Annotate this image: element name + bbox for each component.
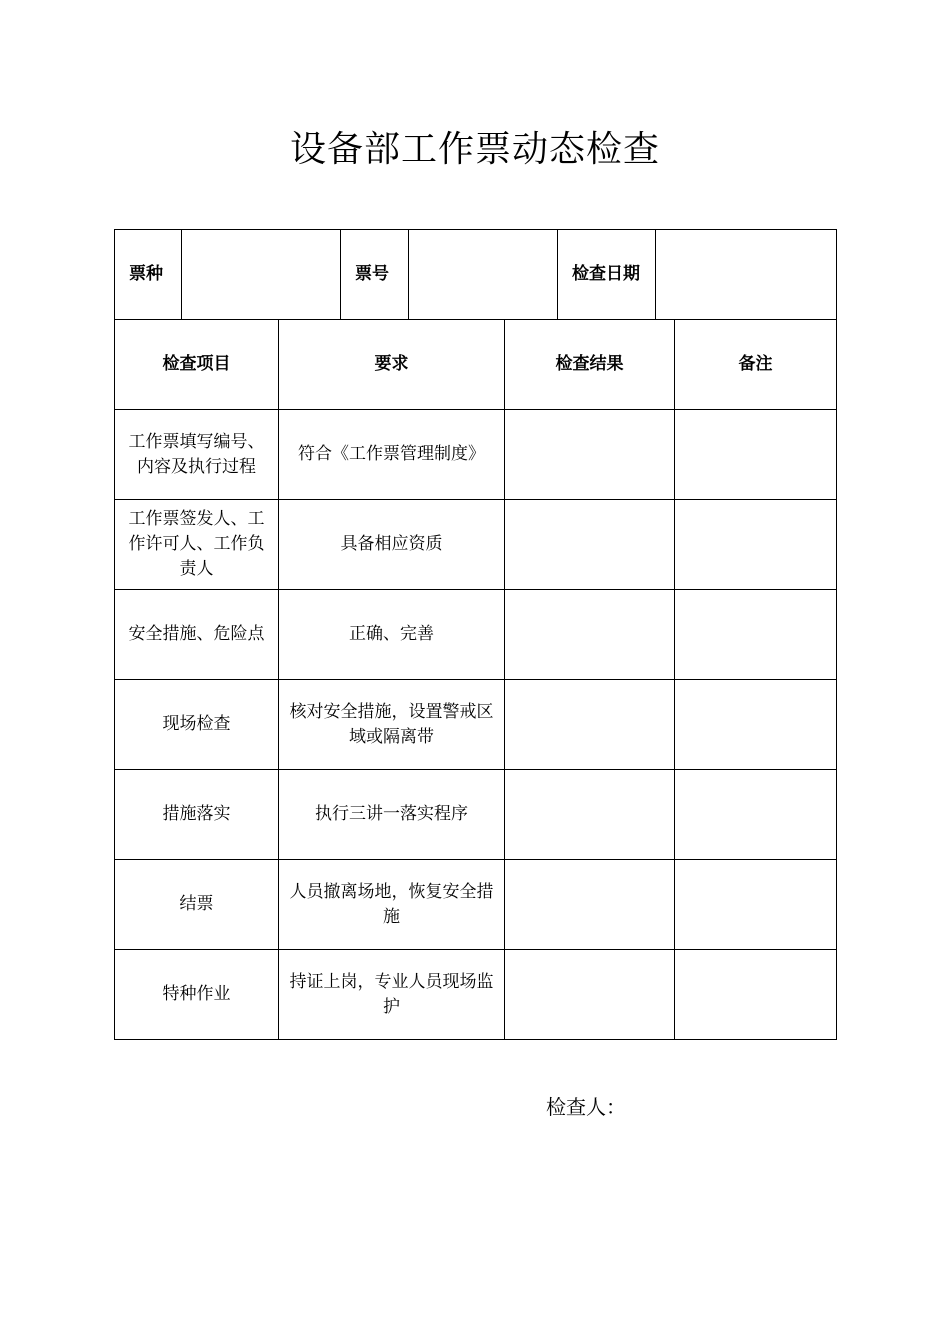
table-row <box>115 860 837 950</box>
column-header-requirement: 要求 <box>279 320 505 410</box>
item-cell: 安全措施、危险点 <box>115 590 279 680</box>
table-row <box>115 680 837 770</box>
ticket-type-field[interactable] <box>182 230 341 320</box>
result-cell[interactable] <box>505 590 675 680</box>
remark-cell[interactable] <box>675 410 837 500</box>
requirement-cell: 具备相应资质 <box>279 500 505 590</box>
remark-cell[interactable] <box>675 770 837 860</box>
requirement-cell: 持证上岗，专业人员现场监护 <box>279 950 505 1040</box>
requirement-cell: 符合《工作票管理制度》 <box>279 410 505 500</box>
remark-cell[interactable] <box>675 590 837 680</box>
page-title: 设备部工作票动态检查 <box>289 129 660 170</box>
table-row <box>115 500 837 590</box>
result-cell[interactable] <box>505 680 675 770</box>
ticket-type-label: 票种 <box>115 230 182 320</box>
remark-cell[interactable] <box>675 680 837 770</box>
ticket-info-row <box>115 230 837 320</box>
remark-cell[interactable] <box>675 860 837 950</box>
table-row <box>115 410 837 500</box>
inspector-signature-label: 检查人： <box>546 1095 626 1119</box>
item-cell: 现场检查 <box>115 680 279 770</box>
column-header-result: 检查结果 <box>505 320 675 410</box>
item-cell: 结票 <box>115 860 279 950</box>
result-cell[interactable] <box>505 950 675 1040</box>
remark-cell[interactable] <box>675 500 837 590</box>
item-cell: 工作票填写编号、内容及执行过程 <box>115 410 279 500</box>
result-cell[interactable] <box>505 860 675 950</box>
inspection-table <box>114 319 837 1040</box>
requirement-cell: 核对安全措施，设置警戒区域或隔离带 <box>279 680 505 770</box>
column-header-remark: 备注 <box>675 320 837 410</box>
item-cell: 措施落实 <box>115 770 279 860</box>
result-cell[interactable] <box>505 770 675 860</box>
table-row <box>115 950 837 1040</box>
result-cell[interactable] <box>505 410 675 500</box>
table-row <box>115 770 837 860</box>
ticket-info-table <box>114 229 837 320</box>
requirement-cell: 人员撤离场地，恢复安全措施 <box>279 860 505 950</box>
ticket-number-field[interactable] <box>409 230 558 320</box>
remark-cell[interactable] <box>675 950 837 1040</box>
requirement-cell: 正确、完善 <box>279 590 505 680</box>
item-cell: 特种作业 <box>115 950 279 1040</box>
check-date-field[interactable] <box>656 230 837 320</box>
ticket-number-label: 票号 <box>341 230 409 320</box>
table-row <box>115 590 837 680</box>
result-cell[interactable] <box>505 500 675 590</box>
check-date-label: 检查日期 <box>558 230 656 320</box>
item-cell: 工作票签发人、工作许可人、工作负责人 <box>115 500 279 590</box>
requirement-cell: 执行三讲一落实程序 <box>279 770 505 860</box>
column-header-item: 检查项目 <box>115 320 279 410</box>
table-header-row <box>115 320 837 410</box>
